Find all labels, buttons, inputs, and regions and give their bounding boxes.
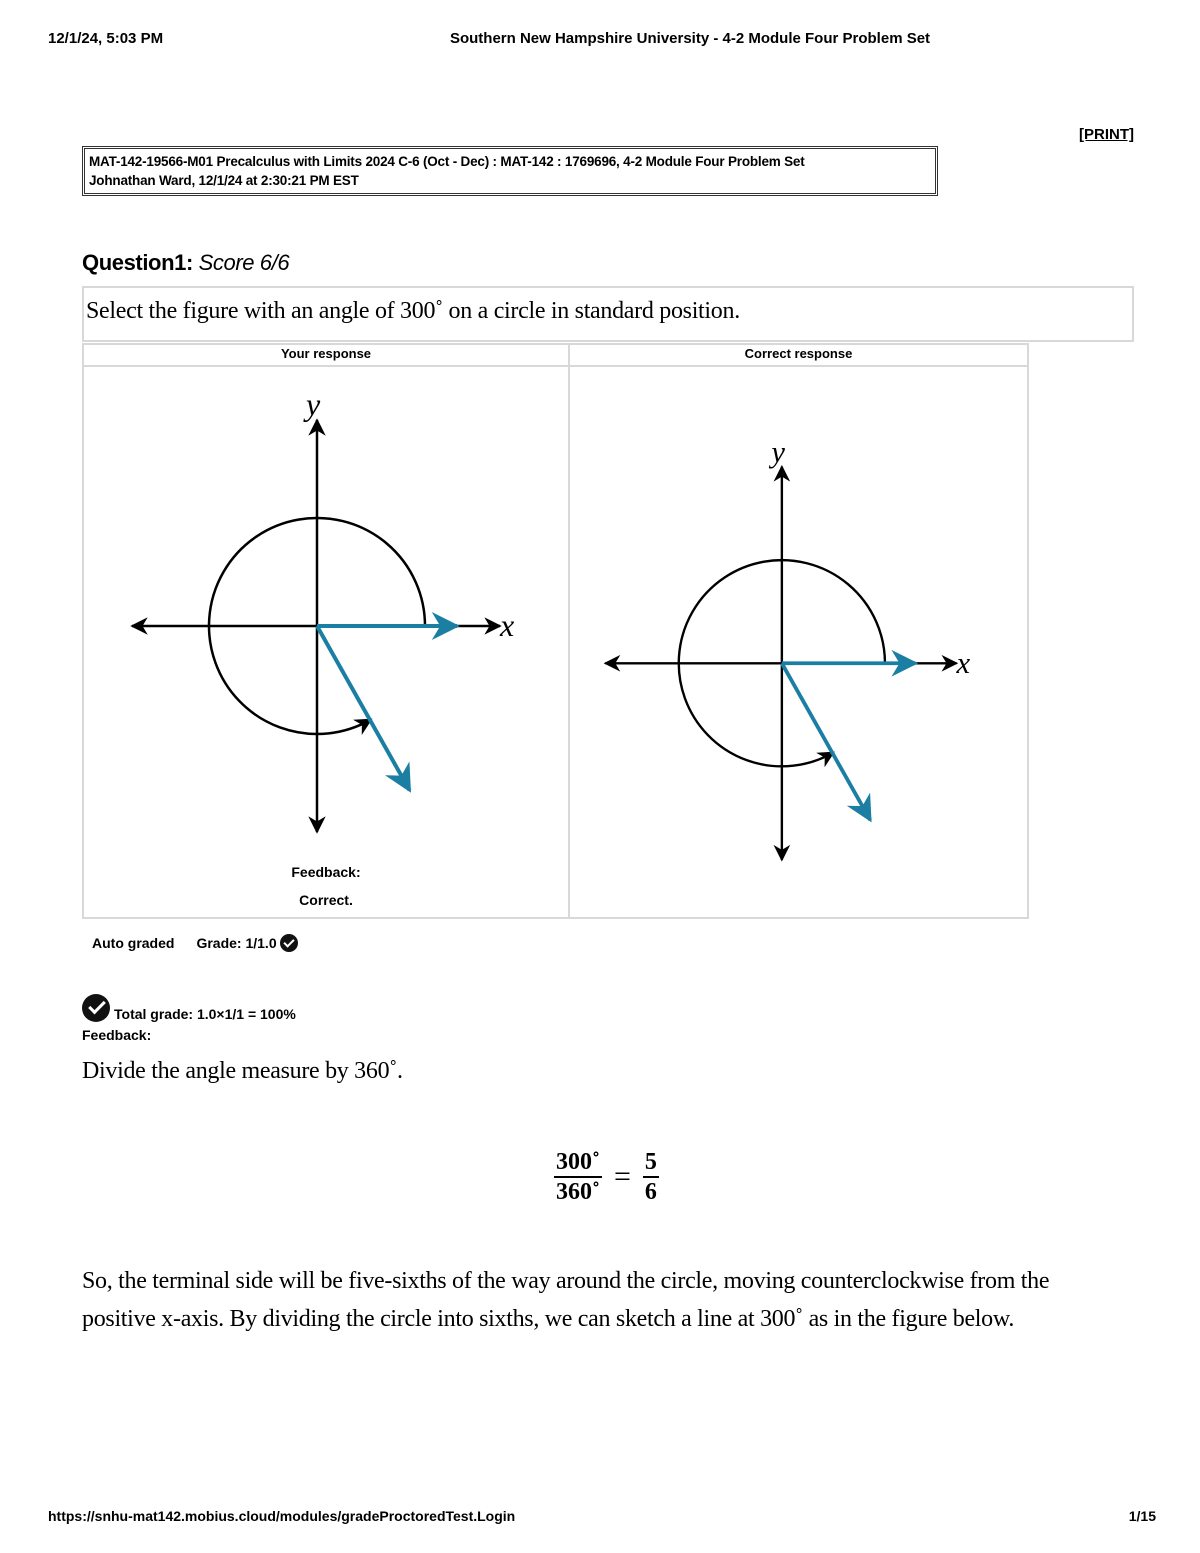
y-axis-label: y — [771, 434, 785, 469]
y-axis-label: y — [306, 386, 321, 422]
response-feedback-value: Correct. — [299, 892, 353, 908]
fraction-denominator: 360˚ — [556, 1179, 600, 1205]
terminal-side-ray — [317, 626, 410, 790]
total-grade: Total grade: 1.0×1/1 = 100% — [114, 1006, 296, 1022]
student-attempt-line: Johnathan Ward, 12/1/24 at 2:30:21 PM EST — [89, 173, 359, 188]
print-page-title: Southern New Hampshire University - 4-2 Module Four Problem Set — [449, 30, 931, 47]
result-fraction — [643, 1148, 659, 1206]
result-numerator: 5 — [643, 1148, 659, 1178]
equals-sign: = — [614, 1160, 631, 1193]
x-axis-label: x — [956, 645, 971, 680]
question-heading — [82, 250, 289, 276]
grade-row — [92, 934, 298, 952]
grade-value: Grade: 1/1.0 — [196, 935, 277, 951]
print-link[interactable]: [PRINT] — [1079, 126, 1134, 143]
footer-url: https://snhu-mat142.mobius.cloud/modules/gradeProctoredTest.Login — [48, 1508, 516, 1524]
print-date: 12/1/24, 5:03 PM — [48, 30, 164, 47]
check-circle-icon — [280, 934, 298, 952]
x-axis-label: x — [500, 607, 515, 643]
auto-graded-label: Auto graded — [92, 935, 175, 951]
question-label: Question1: — [82, 250, 193, 275]
fraction-equation — [554, 1148, 659, 1206]
explanation-intro: Divide the angle measure by 360˚. — [82, 1058, 403, 1084]
table-header-divider — [82, 365, 1029, 367]
explanation-paragraph: So, the terminal side will be five-sixths of the way around the circle, moving counterclockwise from the positive x-axis. By dividing the circle into sixths, we can sketch a line at 300˚ as in the figure below. — [82, 1268, 1050, 1332]
your-response-header: Your response — [280, 346, 372, 361]
angle-fraction — [554, 1148, 602, 1206]
correct-response-header: Correct response — [744, 346, 853, 361]
table-column-divider — [568, 343, 570, 919]
feedback-heading: Feedback: — [82, 1027, 152, 1043]
correct-response-figure — [590, 418, 1010, 878]
course-title-line: MAT-142-19566-M01 Precalculus with Limits 2024 C-6 (Oct - Dec) : MAT-142 : 1769696, 4-2 Module Four Problem Set — [89, 154, 805, 169]
result-denominator: 6 — [644, 1179, 657, 1205]
question-prompt: Select the figure with an angle of 300˚ on a circle in standard position. — [82, 286, 1134, 342]
response-feedback-label: Feedback: — [291, 864, 361, 880]
fraction-numerator: 300˚ — [554, 1148, 602, 1178]
footer-page-number: 1/15 — [1128, 1508, 1156, 1524]
check-circle-icon — [82, 994, 110, 1022]
course-info-box — [82, 146, 938, 196]
terminal-side-ray — [782, 663, 870, 820]
question-score: Score 6/6 — [198, 250, 290, 275]
your-response-figure[interactable] — [100, 380, 540, 840]
total-grade-row — [82, 994, 296, 1022]
